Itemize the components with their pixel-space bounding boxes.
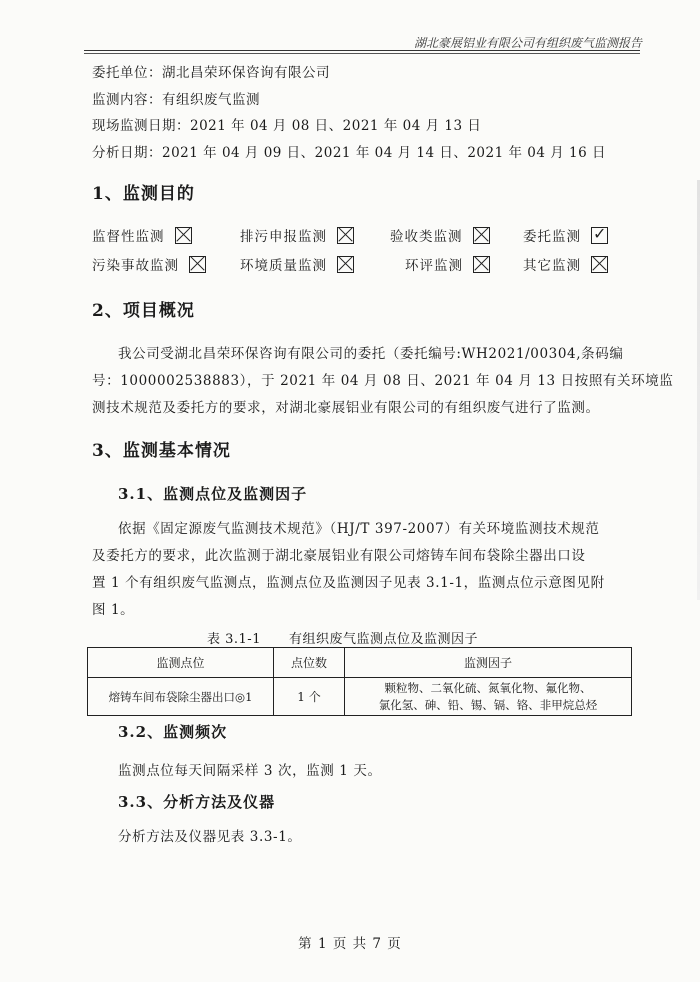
purpose-label: 监督性监测 bbox=[92, 229, 165, 245]
checked-checkbox[interactable] bbox=[591, 223, 608, 244]
section31-line: 图 1。 bbox=[92, 602, 135, 618]
client-value: 湖北昌荣环保咨询有限公司 bbox=[162, 65, 330, 81]
section32-heading: 3.2、监测频次 bbox=[118, 723, 228, 741]
crossed-checkbox[interactable] bbox=[337, 256, 354, 273]
purpose-commissioned bbox=[523, 225, 608, 245]
analysis-date-row bbox=[92, 141, 606, 161]
table-header-cell: 监测因子 bbox=[345, 648, 632, 678]
section1-heading: 1、监测目的 bbox=[92, 184, 195, 204]
crossed-checkbox[interactable] bbox=[473, 256, 490, 273]
project-overview-line: 测技术规范及委托方的要求，对湖北豪展铝业有限公司的有组织废气进行了监测。 bbox=[92, 400, 600, 416]
site-date-row bbox=[92, 114, 481, 134]
table-cell-count: 1 个 bbox=[274, 678, 345, 716]
crossed-checkbox[interactable] bbox=[473, 227, 490, 244]
section2-heading: 2、项目概况 bbox=[92, 301, 195, 321]
table-caption-title: 有组织废气监测点位及监测因子 bbox=[288, 632, 478, 647]
purpose-label: 污染事故监测 bbox=[92, 258, 179, 274]
purpose-acceptance bbox=[390, 225, 490, 245]
table-caption bbox=[207, 628, 478, 647]
purpose-label: 其它监测 bbox=[523, 258, 581, 274]
section32-text: 监测点位每天间隔采样 3 次，监测 1 天。 bbox=[118, 763, 382, 779]
report-header-title: 湖北豪展铝业有限公司有组织废气监测报告 bbox=[413, 36, 642, 50]
table-caption-number: 表 3.1-1 bbox=[207, 632, 261, 647]
purpose-discharge-declaration bbox=[240, 225, 354, 245]
purpose-environmental-quality bbox=[240, 254, 354, 274]
monitoring-points-table bbox=[87, 647, 632, 716]
analysis-date-value: 2021 年 04 月 09 日、2021 年 04 月 14 日、2021 年 04 月 16 日 bbox=[162, 145, 607, 161]
purpose-eia bbox=[405, 254, 490, 274]
project-overview-line: 号：1000002538883），于 2021 年 04 月 08 日、2021 年 04 月 13 日按照有关环境监 bbox=[92, 373, 674, 389]
purpose-label: 委托监测 bbox=[523, 229, 581, 245]
header-divider bbox=[84, 50, 640, 51]
section3-heading: 3、监测基本情况 bbox=[92, 441, 231, 461]
analysis-date-label: 分析日期： bbox=[92, 145, 162, 161]
table-row bbox=[88, 678, 632, 716]
purpose-pollution-accident bbox=[92, 254, 206, 274]
section31-heading: 3.1、监测点位及监测因子 bbox=[118, 485, 308, 503]
purpose-label: 环境质量监测 bbox=[240, 258, 327, 274]
table-header-row bbox=[88, 648, 632, 678]
table-header-cell: 监测点位 bbox=[88, 648, 274, 678]
section33-heading: 3.3、分析方法及仪器 bbox=[118, 793, 276, 811]
header-divider-second bbox=[84, 53, 640, 54]
client-label: 委托单位： bbox=[92, 65, 162, 81]
crossed-checkbox[interactable] bbox=[337, 227, 354, 244]
page-number: 第 1 页 共 7 页 bbox=[298, 936, 402, 952]
crossed-checkbox[interactable] bbox=[189, 256, 206, 273]
purpose-label: 排污申报监测 bbox=[240, 229, 327, 245]
purpose-other bbox=[523, 254, 608, 274]
purpose-supervisory bbox=[92, 225, 192, 245]
crossed-checkbox[interactable] bbox=[591, 256, 608, 273]
table-cell-point: 熔铸车间布袋除尘器出口◎1 bbox=[88, 678, 274, 716]
content-row bbox=[92, 88, 260, 108]
table-header-cell: 点位数 bbox=[274, 648, 345, 678]
table-cell-factors bbox=[345, 678, 632, 716]
site-date-label: 现场监测日期： bbox=[92, 118, 190, 134]
content-label: 监测内容： bbox=[92, 92, 162, 108]
section31-line: 及委托方的要求，此次监测于湖北豪展铝业有限公司熔铸车间布袋除尘器出口设 bbox=[92, 548, 586, 564]
factors-line: 氯化氢、砷、铅、锡、镉、铬、非甲烷总烃 bbox=[378, 697, 598, 712]
crossed-checkbox[interactable] bbox=[175, 227, 192, 244]
check-icon: ✓ bbox=[593, 223, 608, 243]
client-row bbox=[92, 61, 330, 81]
factors-line: 颗粒物、二氧化硫、氮氧化物、氟化物、 bbox=[384, 680, 592, 695]
site-date-value: 2021 年 04 月 08 日、2021 年 04 月 13 日 bbox=[190, 118, 482, 134]
section31-line: 置 1 个有组织废气监测点，监测点位及监测因子见表 3.1-1，监测点位示意图见附 bbox=[92, 575, 605, 591]
section31-line: 依据《固定源废气监测技术规范》（HJ/T 397-2007）有关环境监测技术规范 bbox=[118, 521, 600, 537]
project-overview-line: 我公司受湖北昌荣环保咨询有限公司的委托（委托编号:WH2021/00304,条码编 bbox=[118, 346, 624, 362]
content-value: 有组织废气监测 bbox=[162, 92, 260, 108]
purpose-label: 验收类监测 bbox=[390, 229, 463, 245]
section33-text: 分析方法及仪器见表 3.3-1。 bbox=[118, 829, 302, 845]
purpose-label: 环评监测 bbox=[405, 258, 463, 274]
